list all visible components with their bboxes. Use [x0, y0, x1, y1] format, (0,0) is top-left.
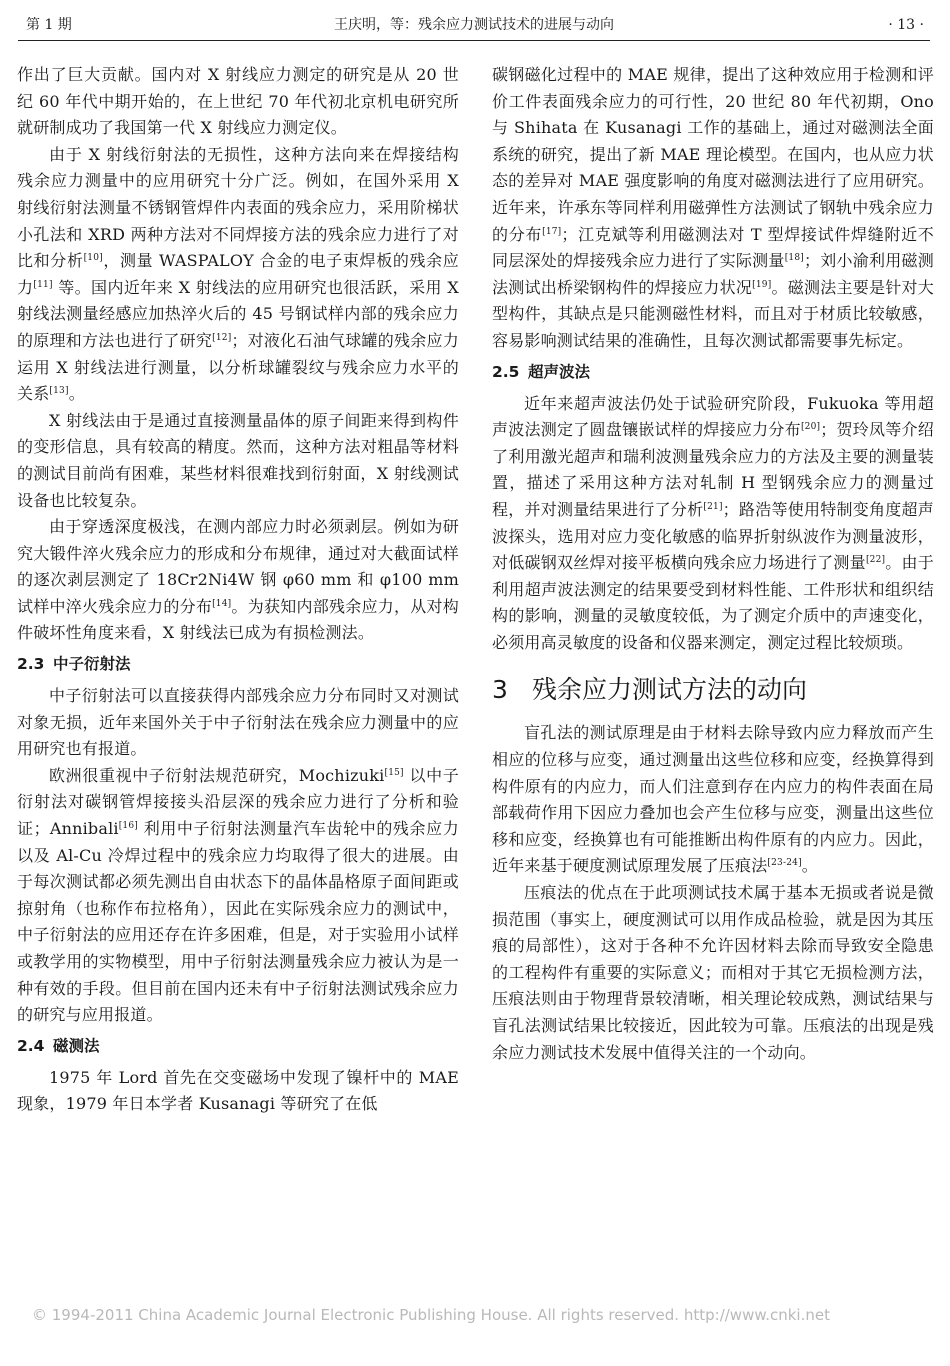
paragraph: 近年来超声波法仍处于试验研究阶段，Fukuoka 等用超声波法测定了圆盘镶嵌试样的焊接应力分布[20]；贺玲凤等介绍了利用激光超声和瑞利波测量残余应力的方法及主要的测量装置，描述了采用这种方法对轧制 H 型钢残余应力的测量过程，并对测量结果进行了分析[21]；路浩等使用特制变角度超声波探头，选用对应力变化敏感的临界折射纵波作为测量波形，对低碳钢双丝焊对接平板横向残余应力场进行了测量[22]。由于利用超声波法测定的结果要受到材料性能、工件形状和组织结构的影响，测量的灵敏度较低，为了测定介质中的声速变化，必须用高灵敏度的设备和仪器来测定，测定过程比较烦琐。 — [492, 393, 934, 652]
paragraph: 欧洲很重视中子衍射法规范研究，Mochizuki[15] 以中子衍射法对碳钢管焊接接头沿层深的残余应力进行了分析和验证；Annibali[16] 利用中子衍射法测量汽车齿轮中的残余应力以及 Al-Cu 冷焊过程中的残余应力均取得了很大的进展。由于每次测试都必须先测出自由状态下的晶体晶格原子面间距或掠射角（也称作布拉格角），因此在实际残余应力的测试中，中子衍射法的应用还存在许多困难，但是，对于实验用小试样或教学用的实物模型，用中子衍射法测量残余应力被认为是一种有效的手段。但目前在国内还未有中子衍射法测试残余应力的研究与应用报道。 — [17, 765, 459, 1025]
left-column — [17, 62, 459, 1118]
paragraph: 1975 年 Lord 首先在交变磁场中发现了镍杆中的 MAE 现象，1979 年日本学者 Kusanagi 等研究了在低 — [17, 1067, 459, 1114]
right-column — [492, 62, 934, 1066]
paragraph: 盲孔法的测试原理是由于材料去除导致内应力释放而产生相应的位移与应变，通过测量出这些位移和应变，经换算得到构件原有的内应力，而人们注意到存在内应力的构件表面在局部载荷作用下因应力叠加也会产生位移与应变，测量出这些位移和应变，经换算也有可能推断出构件原有的内应力。因此，近年来基于硬度测试原理发展了压痕法[23-24]。 — [492, 723, 934, 876]
section-heading-2-5: 2.5 超声波法 — [492, 362, 591, 381]
paragraph: 压痕法的优点在于此项测试技术属于基本无损或者说是微损范围（事实上，硬度测试可以用作成品检验，就是因为其压痕的局部性），这对于各种不允许因材料去除而导致安全隐患的工程构件有重要的实际意义；而相对于其它无损检测方法，压痕法则由于物理背景较清晰，相关理论较成熟，测试结果与盲孔法测试结果比较接近，因此较为可靠。压痕法的出现是残余应力测试技术发展中值得关注的一个动向。 — [492, 883, 934, 1062]
copyright-watermark: © 1994-2011 China Academic Journal Electronic Publishing House. All rights reserved. http://www.cnki.net — [32, 1306, 830, 1324]
running-header — [18, 10, 930, 41]
paragraph: X 射线法由于是通过直接测量晶体的原子间距来得到构件的变形信息，具有较高的精度。然而，这种方法对粗晶等材料的测试目前尚有困难，某些材料很难找到衍射面，X 射线测试设备也比较复杂。 — [17, 410, 459, 510]
paragraph: 中子衍射法可以直接获得内部残余应力分布同时又对测试对象无损，近年来国外关于中子衍射法在残余应力测量中的应用研究也有报道。 — [17, 686, 459, 759]
issue-number: 第 1 期 — [26, 17, 72, 33]
citation: [14] — [212, 598, 232, 609]
paragraph: 碳钢磁化过程中的 MAE 规律，提出了这种效应用于检测和评价工件表面残余应力的可行性，20 世纪 80 年代初期，Ono 与 Shihata 在 Kusanagi 工作的基础上，通过对磁测法全面系统的研究，提出了新 MAE 理论模型。在国内，也从应力状态的差异对 MAE 强度影响的角度对磁测法进行了应用研究。近年来，许承东等同样利用磁弹性方法测试了钢轨中残余应力的分布[17]；江克斌等利用磁测法对 T 型焊接试件焊缝附近不同层深处的焊接残余应力进行了实际测量[18]；刘小渝利用磁测法测试出桥梁钢构件的焊接应力状况[19]。磁测法主要是针对大型构件，其缺点是只能测磁性材料，而且对于材质比较敏感，容易影响测试结果的准确性，且每次测试都需要事先标定。 — [492, 65, 934, 350]
citation: [13] — [49, 386, 69, 397]
citation: [18] — [784, 253, 804, 264]
citation: [23-24] — [767, 858, 802, 869]
section-heading-2-3: 2.3 中子衍射法 — [17, 655, 131, 674]
paragraph: 由于 X 射线衍射法的无损性，这种方法向来在焊接结构残余应力测量中的应用研究十分广泛。例如，在国外采用 X 射线衍射法测量不锈钢管焊件内表面的残余应力，采用阶梯状小孔法和 XRD 两种方法对不同焊接方法的残余应力进行了对比和分析[10]，测量 WASPALOY 合金的电子束焊板的残余应力[11] 等。国内近年来 X 射线法的应用研究也很活跃，采用 X 射线法测量经感应加热淬火后的 45 号钢试样内部的残余应力的原理和方法也进行了研究[12]；对液化石油气球罐的残余应力运用 X 射线法进行测量，以分析球罐裂纹与残余应力水平的关系[13]。 — [17, 144, 459, 404]
paragraph: 作出了巨大贡献。国内对 X 射线应力测定的研究是从 20 世纪 60 年代中期开始的，在上世纪 70 年代初北京机电研究所就研制成功了我国第一代 X 射线应力测定仪。 — [17, 65, 459, 138]
paragraph: 由于穿透深度极浅，在测内部应力时必须剥层。例如为研究大锻件淬火残余应力的形成和分布规律，通过对大截面试样的逐次剥层测定了 18Cr2Ni4W 钢 φ60 mm 和 φ100 mm 试样中淬火残余应力的分布[14]。为获知内部残余应力，从对构件破坏性角度来看，X 射线法已成为有损检测法。 — [17, 517, 459, 643]
citation: [11] — [33, 279, 53, 290]
citation: [12] — [212, 332, 232, 343]
citation: [20] — [800, 422, 821, 433]
citation: [22] — [865, 555, 886, 566]
citation: [21] — [703, 501, 723, 512]
citation: [19] — [752, 279, 772, 290]
citation: [17] — [542, 226, 562, 237]
section-heading-3: 3 残余应力测试方法的动向 — [492, 675, 808, 705]
citation: [10] — [83, 253, 103, 264]
citation: [15] — [384, 767, 404, 778]
page-number: · 13 · — [888, 17, 924, 33]
citation: [16] — [118, 821, 138, 832]
section-heading-2-4: 2.4 磁测法 — [17, 1036, 100, 1055]
running-title: 王庆明，等：残余应力测试技术的进展与动向 — [334, 17, 614, 33]
